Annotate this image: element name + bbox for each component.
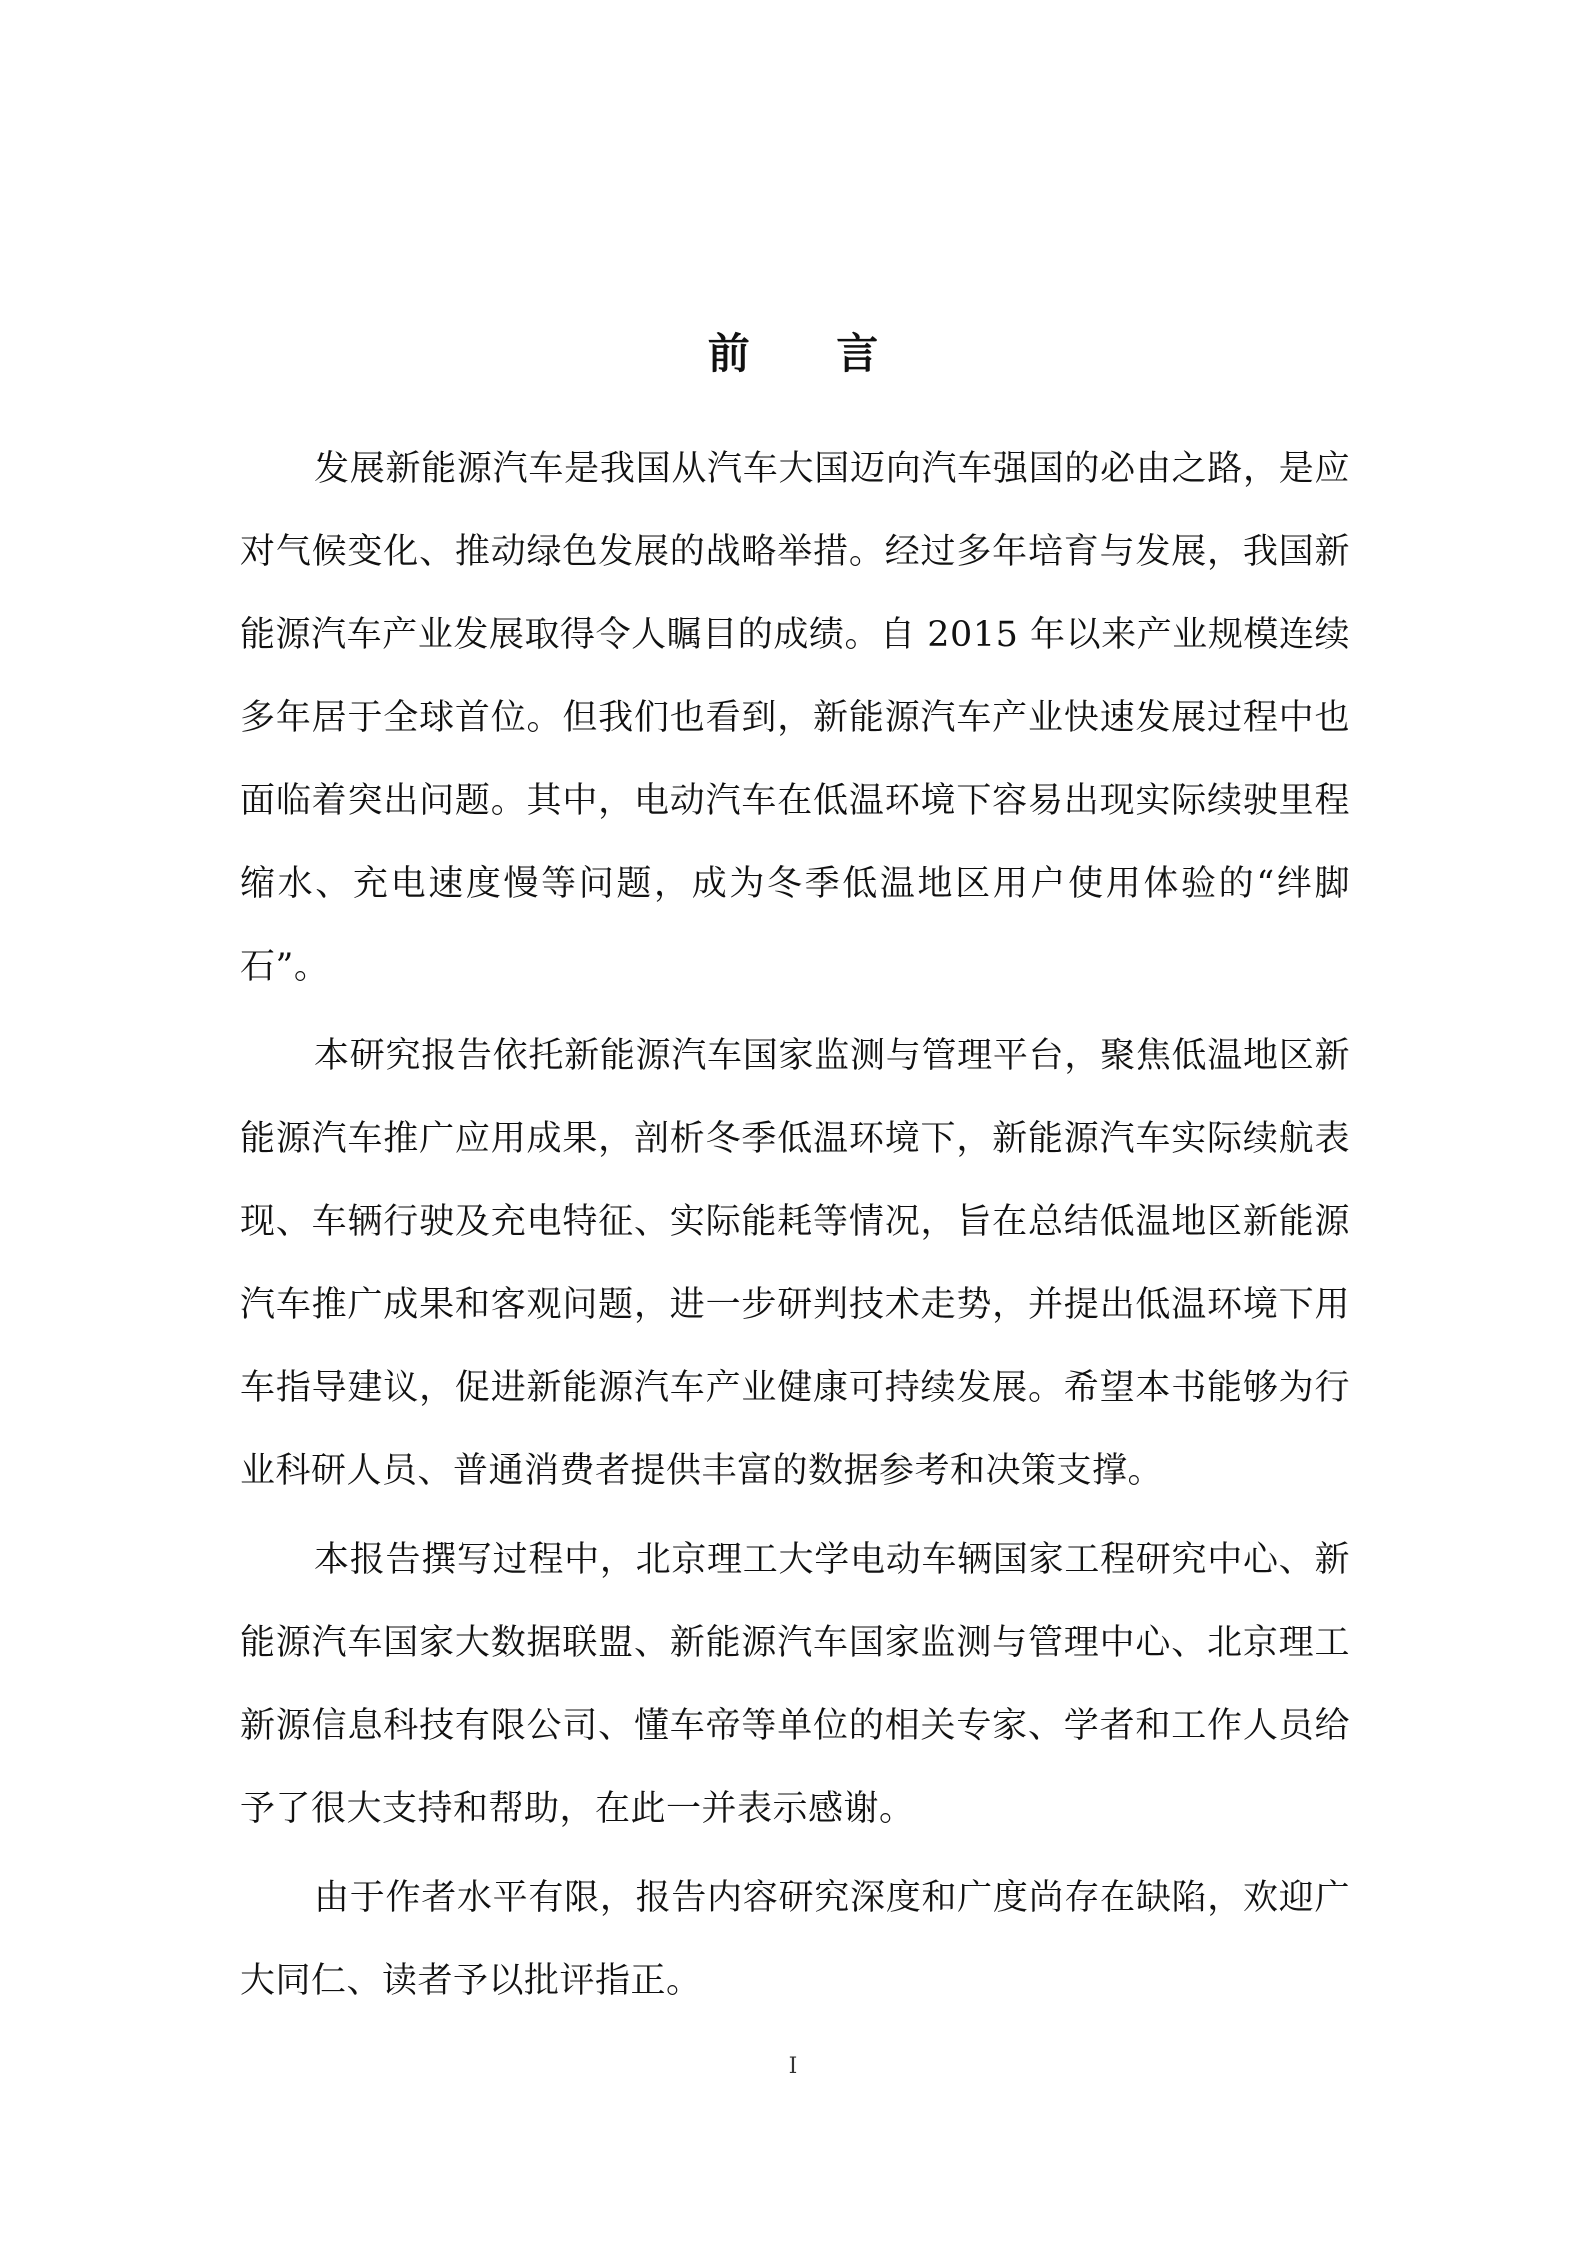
paragraph-2: 本研究报告依托新能源汽车国家监测与管理平台，聚焦低温地区新能源汽车推广应用成果，剖析冬季低温环境下，新能源汽车实际续航表现、车辆行驶及充电特征、实际能耗等情况，旨在总结低温地区新能源汽车推广成果和客观问题，进一步研判技术走势，并提出低温环境下用车指导建议，促进新能源汽车产业健康可持续发展。希望本书能够为行业科研人员、普通消费者提供丰富的数据参考和决策支撑。: [240, 1036, 1350, 1491]
paragraph-3: 本报告撰写过程中，北京理工大学电动车辆国家工程研究中心、新能源汽车国家大数据联盟、新能源汽车国家监测与管理中心、北京理工新源信息科技有限公司、懂车帝等单位的相关专家、学者和工作人员给予了很大支持和帮助，在此一并表示感谢。: [240, 1540, 1350, 1829]
paragraph-4: 由于作者水平有限，报告内容研究深度和广度尚存在缺陷，欢迎广大同仁、读者予以批评指正。: [240, 1878, 1350, 2001]
page-title: 前 言: [707, 329, 915, 379]
preface-body: [240, 428, 1350, 2029]
paragraph-1: 发展新能源汽车是我国从汽车大国迈向汽车强国的必由之路，是应对气候变化、推动绿色发展的战略举措。经过多年培育与发展，我国新能源汽车产业发展取得令人瞩目的成绩。自 2015 年以来产业规模连续多年居于全球首位。但我们也看到，新能源汽车产业快速发展过程中也面临着突出问题。其中，电动汽车在低温环境下容易出现实际续驶里程缩水、充电速度慢等问题，成为冬季低温地区用户使用体验的“绊脚石”。: [240, 449, 1350, 987]
page-number: I: [788, 2054, 798, 2079]
